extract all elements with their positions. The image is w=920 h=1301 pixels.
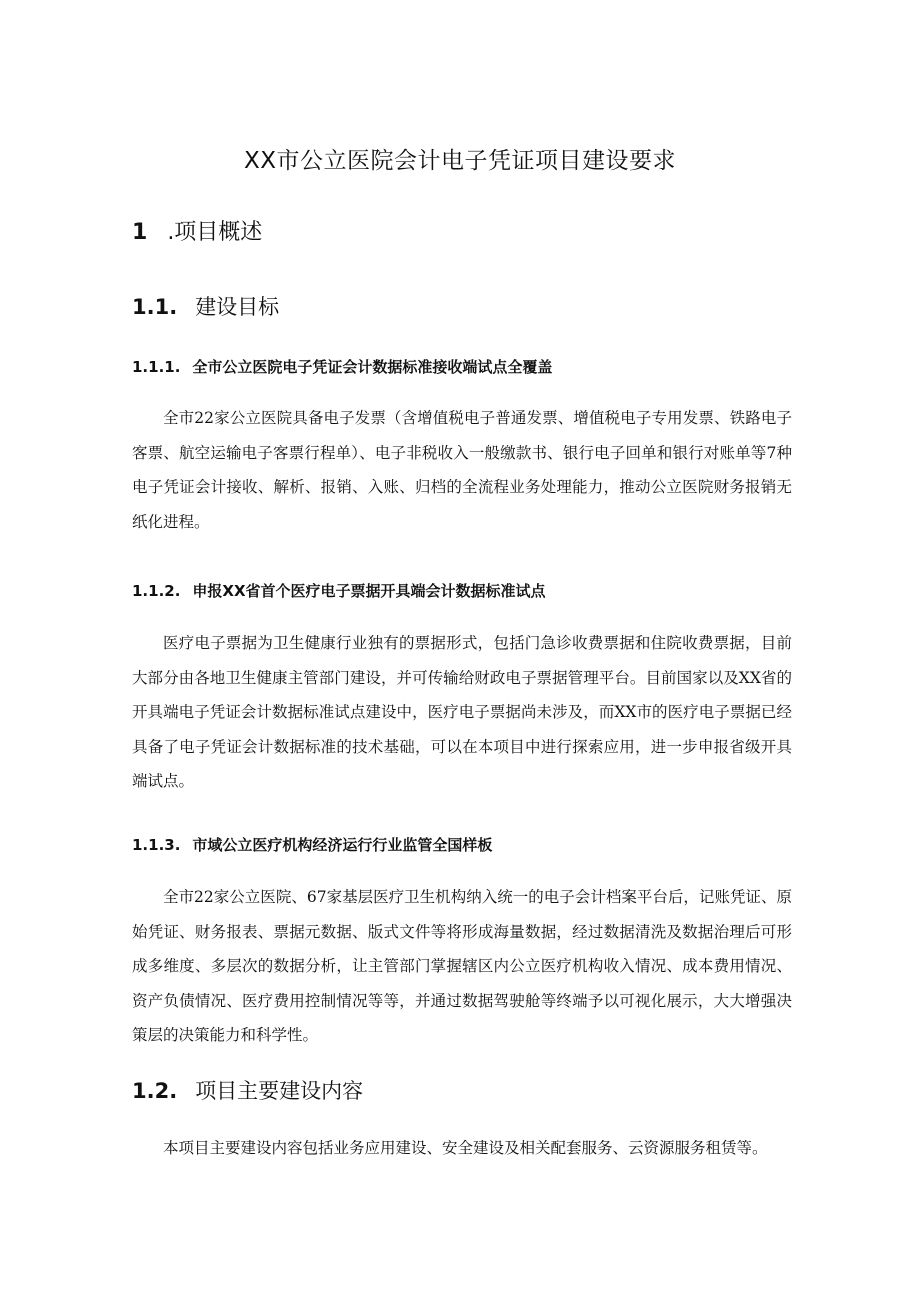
section-1-heading <box>132 218 262 248</box>
section-1-1-2-paragraph: 医疗电子票据为卫生健康行业独有的票据形式，包括门急诊收费票据和住院收费票据，目前大部分由各地卫生健康主管部门建设，并可传输给财政电子票据管理平台。目前国家以及XX省的开具端电子凭证会计数据标准试点建设中，医疗电子票据尚未涉及，而XX市的医疗电子票据已经具备了电子凭证会计数据标准的技术基础，可以在本项目中进行探索应用，进一步申报省级开具端试点。 <box>132 634 792 790</box>
section-1-number: 1 <box>132 220 148 245</box>
section-1-1-heading <box>132 292 279 322</box>
section-1-1-2-title: 申报XX省首个医疗电子票据开具端会计数据标准试点 <box>192 582 546 600</box>
section-1-2-heading <box>132 1076 363 1106</box>
section-1-1-2-heading <box>132 580 546 602</box>
section-1-1-1-title: 全市公立医院电子凭证会计数据标准接收端试点全覆盖 <box>192 358 553 376</box>
section-1-1-2-number: 1.1.2. <box>132 582 181 600</box>
section-1-title: .项目概述 <box>167 220 263 245</box>
section-1-1-3-number: 1.1.3. <box>132 836 181 854</box>
section-1-1-number: 1.1. <box>132 295 178 319</box>
section-1-2-number: 1.2. <box>132 1079 178 1103</box>
section-1-1-1-paragraph: 全市22家公立医院具备电子发票（含增值税电子普通发票、增值税电子专用发票、铁路电子客票、航空运输电子客票行程单）、电子非税收入一般缴款书、银行电子回单和银行对账单等7种电子凭证会计接收、解析、报销、入账、归档的全流程业务处理能力，推动公立医院财务报销无纸化进程。 <box>132 409 792 531</box>
document-title: XX市公立医院会计电子凭证项目建设要求 <box>243 148 676 174</box>
section-1-1-1-heading <box>132 356 552 378</box>
section-1-1-3-title: 市域公立医疗机构经济运行行业监管全国样板 <box>192 836 493 854</box>
section-1-1-1-number: 1.1.1. <box>132 358 181 376</box>
section-1-1-3-paragraph: 全市22家公立医院、67家基层医疗卫生机构纳入统一的电子会计档案平台后，记账凭证、原始凭证、财务报表、票据元数据、版式文件等将形成海量数据，经过数据清洗及数据治理后可形成多维度、多层次的数据分析，让主管部门掌握辖区内公立医疗机构收入情况、成本费用情况、资产负债情况、医疗费用控制情况等等，并通过数据驾驶舱等终端予以可视化展示，大大增强决策层的决策能力和科学性。 <box>132 888 792 1044</box>
section-1-1-title: 建设目标 <box>195 295 280 319</box>
section-1-2-title: 项目主要建设内容 <box>195 1079 364 1103</box>
section-1-2-paragraph: 本项目主要建设内容包括业务应用建设、安全建设及相关配套服务、云资源服务租赁等。 <box>163 1139 768 1157</box>
section-1-1-3-heading <box>132 834 492 856</box>
